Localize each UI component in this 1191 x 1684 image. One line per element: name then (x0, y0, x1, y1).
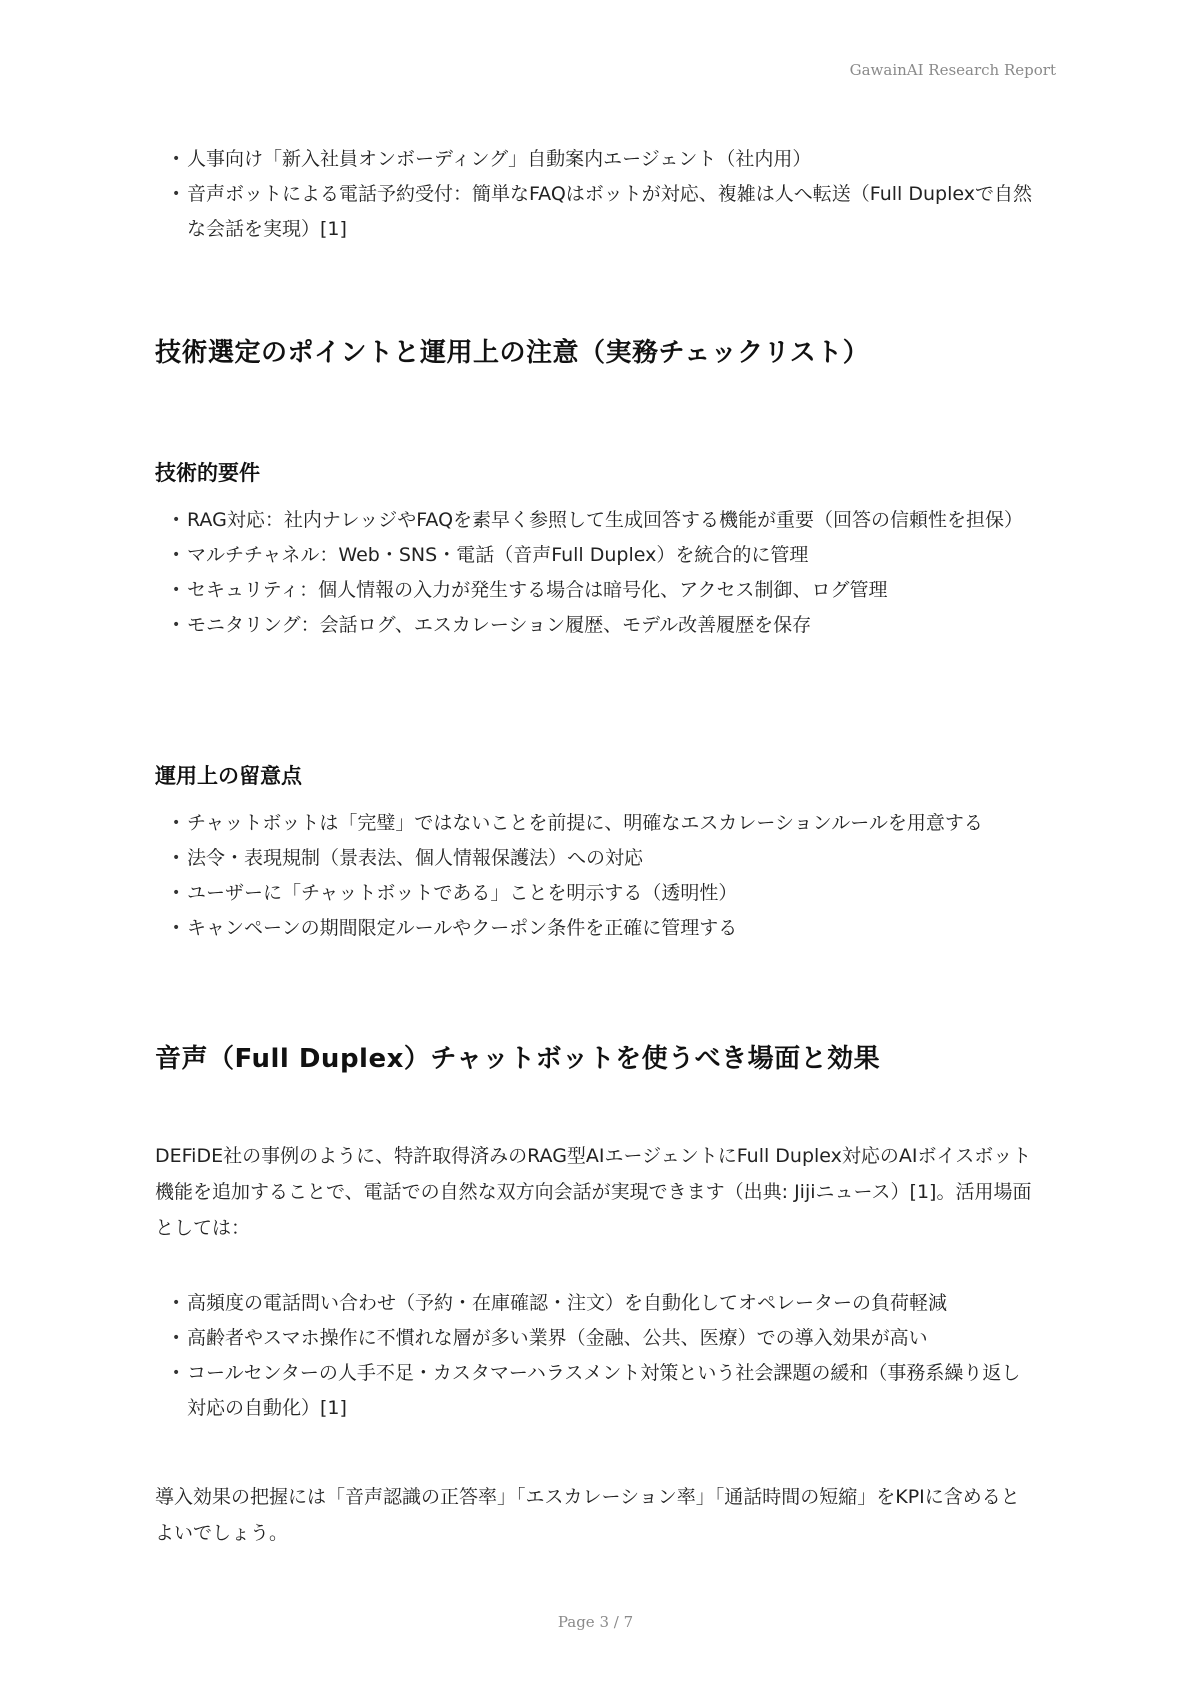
intro-list-block (155, 142, 1035, 247)
operations-list-block (155, 806, 1035, 946)
list-item: • キャンペーンの期間限定ルールやクーポン条件を正確に管理する (155, 911, 1035, 946)
section-title-tech: 技術選定のポイントと運用上の注意（実務チェックリスト） (155, 338, 870, 368)
intro-list (155, 142, 1035, 247)
list-item: • マルチチャネル：Web・SNS・電話（音声Full Duplex）を統合的に管理 (155, 538, 1035, 573)
voice-conclusion-paragraph: 導入効果の把握には「音声認識の正答率」「エスカレーション率」「通話時間の短縮」をKPIに含めるとよいでしょう。 (155, 1486, 1020, 1544)
page-number: Page 3 / 7 (557, 1613, 634, 1631)
list-item: • ユーザーに「チャットボットである」ことを明示する（透明性） (155, 876, 1035, 911)
requirements-list (155, 503, 1035, 643)
list-item: • 高頻度の電話問い合わせ（予約・在庫確認・注文）を自動化してオペレーターの負荷軽減 (155, 1286, 1035, 1321)
list-item: • 高齢者やスマホ操作に不慣れな層が多い業界（金融、公共、医療）での導入効果が高い (155, 1321, 1035, 1356)
running-header: GawainAI Research Report (849, 61, 1056, 79)
list-item: • チャットボットは「完璧」ではないことを前提に、明確なエスカレーションルールを用意する (155, 806, 1035, 841)
list-item: • 法令・表現規制（景表法、個人情報保護法）への対応 (155, 841, 1035, 876)
voice-intro-paragraph: DEFiDE社の事例のように、特許取得済みのRAG型AIエージェントにFull Duplex対応のAIボイスボット機能を追加することで、電話での自然な双方向会話が実現できます（出典: Jijiニュース）[1]。活用場面としては： (155, 1145, 1032, 1239)
list-item: • 人事向け「新入社員オンボーディング」自動案内エージェント（社内用） (155, 142, 1035, 177)
operations-list (155, 806, 1035, 946)
list-item: • コールセンターの人手不足・カスタマーハラスメント対策という社会課題の緩和（事務系繰り返し対応の自動化）[1] (155, 1356, 1035, 1426)
list-item: • 音声ボットによる電話予約受付：簡単なFAQはボットが対応、複雑は人へ転送（Full Duplexで自然な会話を実現）[1] (155, 177, 1035, 247)
voice-list-block (155, 1286, 1035, 1426)
subsection-title-requirements: 技術的要件 (155, 461, 260, 485)
list-item: • セキュリティ：個人情報の入力が発生する場合は暗号化、アクセス制御、ログ管理 (155, 573, 1035, 608)
section-title-voice: 音声（Full Duplex）チャットボットを使うべき場面と効果 (155, 1044, 881, 1074)
voice-use-cases-list (155, 1286, 1035, 1426)
subsection-title-operations: 運用上の留意点 (155, 764, 302, 788)
list-item: • モニタリング：会話ログ、エスカレーション履歴、モデル改善履歴を保存 (155, 608, 1035, 643)
requirements-list-block (155, 503, 1035, 643)
list-item: • RAG対応：社内ナレッジやFAQを素早く参照して生成回答する機能が重要（回答の信頼性を担保） (155, 503, 1035, 538)
